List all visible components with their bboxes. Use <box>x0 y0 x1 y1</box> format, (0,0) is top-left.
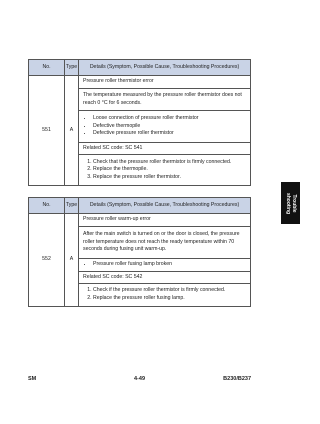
section-tab-label <box>285 192 296 213</box>
sc-causes <box>79 259 251 272</box>
header-details: Details (Symptom, Possible Cause, Troubleshooting Procedures) <box>79 60 251 76</box>
sc-symptom: Pressure roller warm-up error <box>79 214 251 227</box>
footer-model-number: B230/B237 <box>223 376 251 382</box>
step-item: 1. Check that the pressure roller thermistor is firmly connected. <box>93 159 246 167</box>
sc-type: A <box>65 76 79 186</box>
header-details: Details (Symptom, Possible Cause, Troubleshooting Procedures) <box>79 198 251 214</box>
step-item: 2. Replace the pressure roller fusing lamp. <box>93 295 246 303</box>
header-no: No. <box>29 198 65 214</box>
related-sc: Related SC code: SC 541 <box>79 143 251 155</box>
page-footer <box>28 376 251 386</box>
sc-code: 551 <box>29 76 65 186</box>
sc-description: After the main switch is turned on or the door is closed, the pressure roller temperature does not reach the ready temperature within 70 seconds during fusing unit warm-up. <box>79 227 251 259</box>
sc-steps <box>79 284 251 307</box>
sc-causes <box>79 111 251 143</box>
cause-item: • Pressure roller fusing lamp broken <box>93 261 246 269</box>
related-sc: Related SC code: SC 542 <box>79 272 251 284</box>
sc-steps <box>79 155 251 186</box>
sc-type: A <box>65 214 79 307</box>
footer-manual-type: SM <box>28 376 37 382</box>
page-number: 4-49 <box>133 376 146 382</box>
section-tab-line2: shooting <box>285 192 292 214</box>
sc-code: 552 <box>29 214 65 307</box>
sc-description: The temperature measured by the pressure roller thermistor does not reach 0 °C for 6 seconds. <box>79 89 251 111</box>
step-item: 1. Check if the pressure roller thermistor is firmly connected. <box>93 287 246 295</box>
troubleshooting-section-tab <box>281 182 300 224</box>
cause-item: • Loose connection of pressure roller thermistor <box>93 115 246 123</box>
step-item: 2. Replace the thermopile. <box>93 166 246 174</box>
header-type: Type <box>65 198 79 214</box>
header-type: Type <box>65 60 79 76</box>
cause-item: • Defective pressure roller thermistor <box>93 130 246 138</box>
header-no: No. <box>29 60 65 76</box>
section-tab-line1: Trouble <box>291 193 298 213</box>
sc-table-551 <box>28 59 251 186</box>
step-item: 3. Replace the pressure roller thermistor. <box>93 174 246 182</box>
cause-item: • Defective thermopile <box>93 123 246 131</box>
sc-symptom: Pressure roller thermistor error <box>79 76 251 89</box>
sc-table-552 <box>28 197 251 307</box>
